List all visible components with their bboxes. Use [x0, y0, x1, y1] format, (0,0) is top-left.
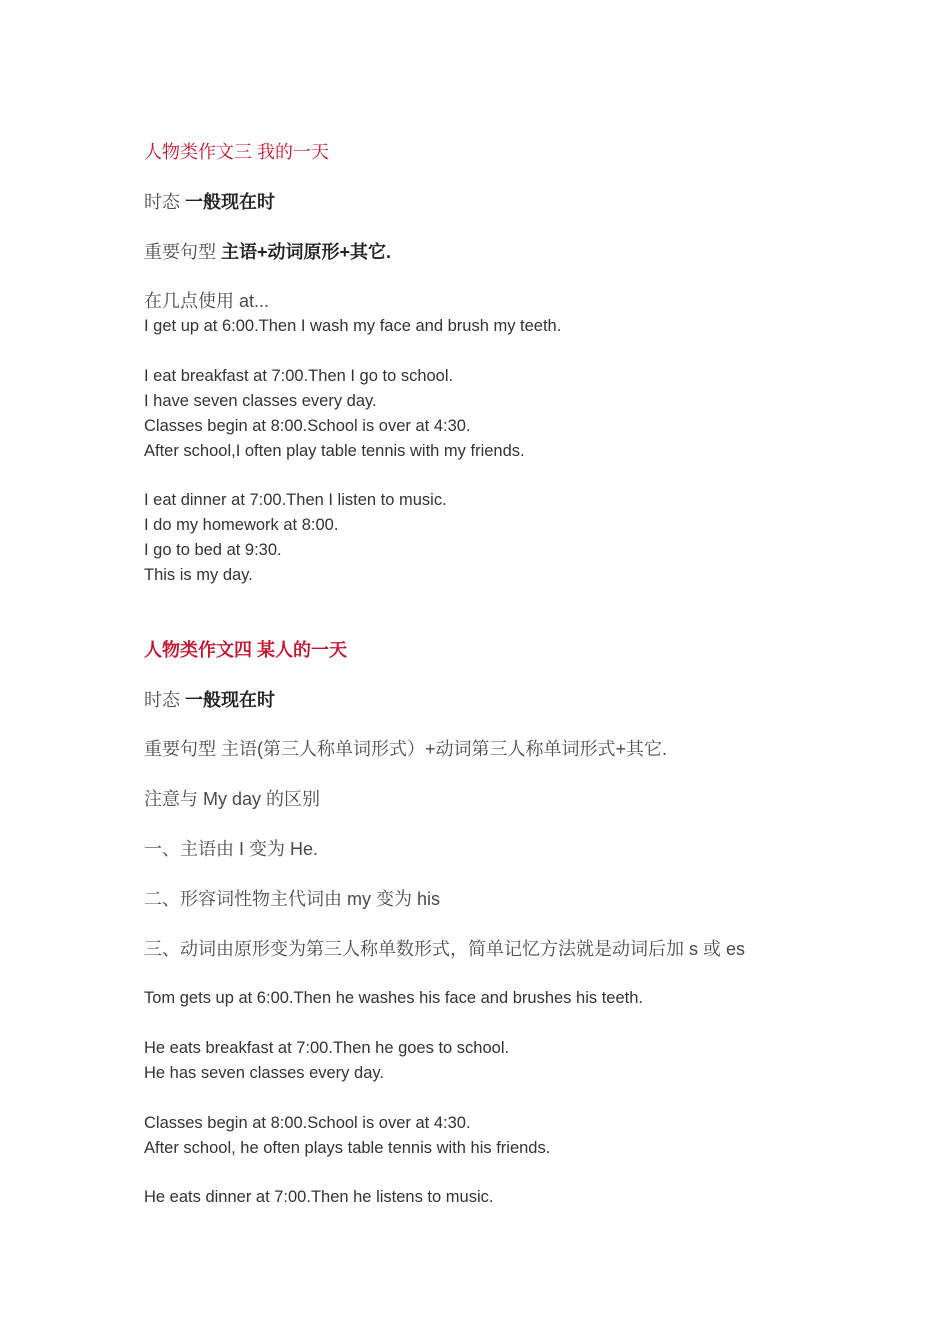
- section3-sentence: This is my day.: [144, 566, 253, 584]
- section4-point: 三、动词由原形变为第三人称单数形式，简单记忆方法就是动词后加 s 或 es: [144, 939, 746, 959]
- section3-tense-value: 一般现在时: [185, 192, 276, 212]
- section4-tense: [144, 688, 275, 712]
- section4-tense-value: 一般现在时: [185, 690, 276, 710]
- section4-point: 一、主语由 I 变为 He.: [144, 839, 319, 859]
- section3-sentence: I do my homework at 8:00.: [144, 516, 339, 534]
- section3-pattern: [144, 240, 391, 264]
- section3-sentence: I get up at 6:00.Then I wash my face and brush my teeth.: [144, 317, 562, 335]
- section3-note: 在几点使用 at...: [144, 291, 270, 311]
- section3-sentence: I eat breakfast at 7:00.Then I go to school.: [144, 367, 454, 385]
- section3-tense-label: 时态: [144, 192, 180, 212]
- section3-sentence: I eat dinner at 7:00.Then I listen to music.: [144, 491, 447, 509]
- section3-sentence: I go to bed at 9:30.: [144, 541, 282, 559]
- section4-sentence: Classes begin at 8:00.School is over at 4:30.: [144, 1114, 471, 1132]
- section4-sentence: Tom gets up at 6:00.Then he washes his face and brushes his teeth.: [144, 989, 643, 1007]
- section4-pattern: 重要句型 主语(第三人称单词形式）+动词第三人称单词形式+其它.: [144, 739, 668, 759]
- section4-tense-label: 时态: [144, 690, 180, 710]
- section4-sentence: After school, he often plays table tennis with his friends.: [144, 1139, 551, 1157]
- section3-pattern-value: 主语+动词原形+其它.: [221, 242, 392, 262]
- section3-sentence: I have seven classes every day.: [144, 392, 377, 410]
- section3-pattern-label: 重要句型: [144, 242, 216, 262]
- section3-sentence: Classes begin at 8:00.School is over at 4:30.: [144, 417, 471, 435]
- section4-sentence: He eats breakfast at 7:00.Then he goes to school.: [144, 1039, 510, 1057]
- section4-title: 人物类作文四 某人的一天: [144, 640, 347, 660]
- section3-title: 人物类作文三 我的一天: [144, 142, 329, 162]
- section3-sentence: After school,I often play table tennis with my friends.: [144, 442, 525, 460]
- section4-point: 二、形容词性物主代词由 my 变为 his: [144, 889, 441, 909]
- section4-difference-note: 注意与 My day 的区别: [144, 789, 321, 809]
- section3-tense: [144, 190, 275, 214]
- section4-sentence: He has seven classes every day.: [144, 1064, 384, 1082]
- section4-sentence: He eats dinner at 7:00.Then he listens to music.: [144, 1188, 494, 1206]
